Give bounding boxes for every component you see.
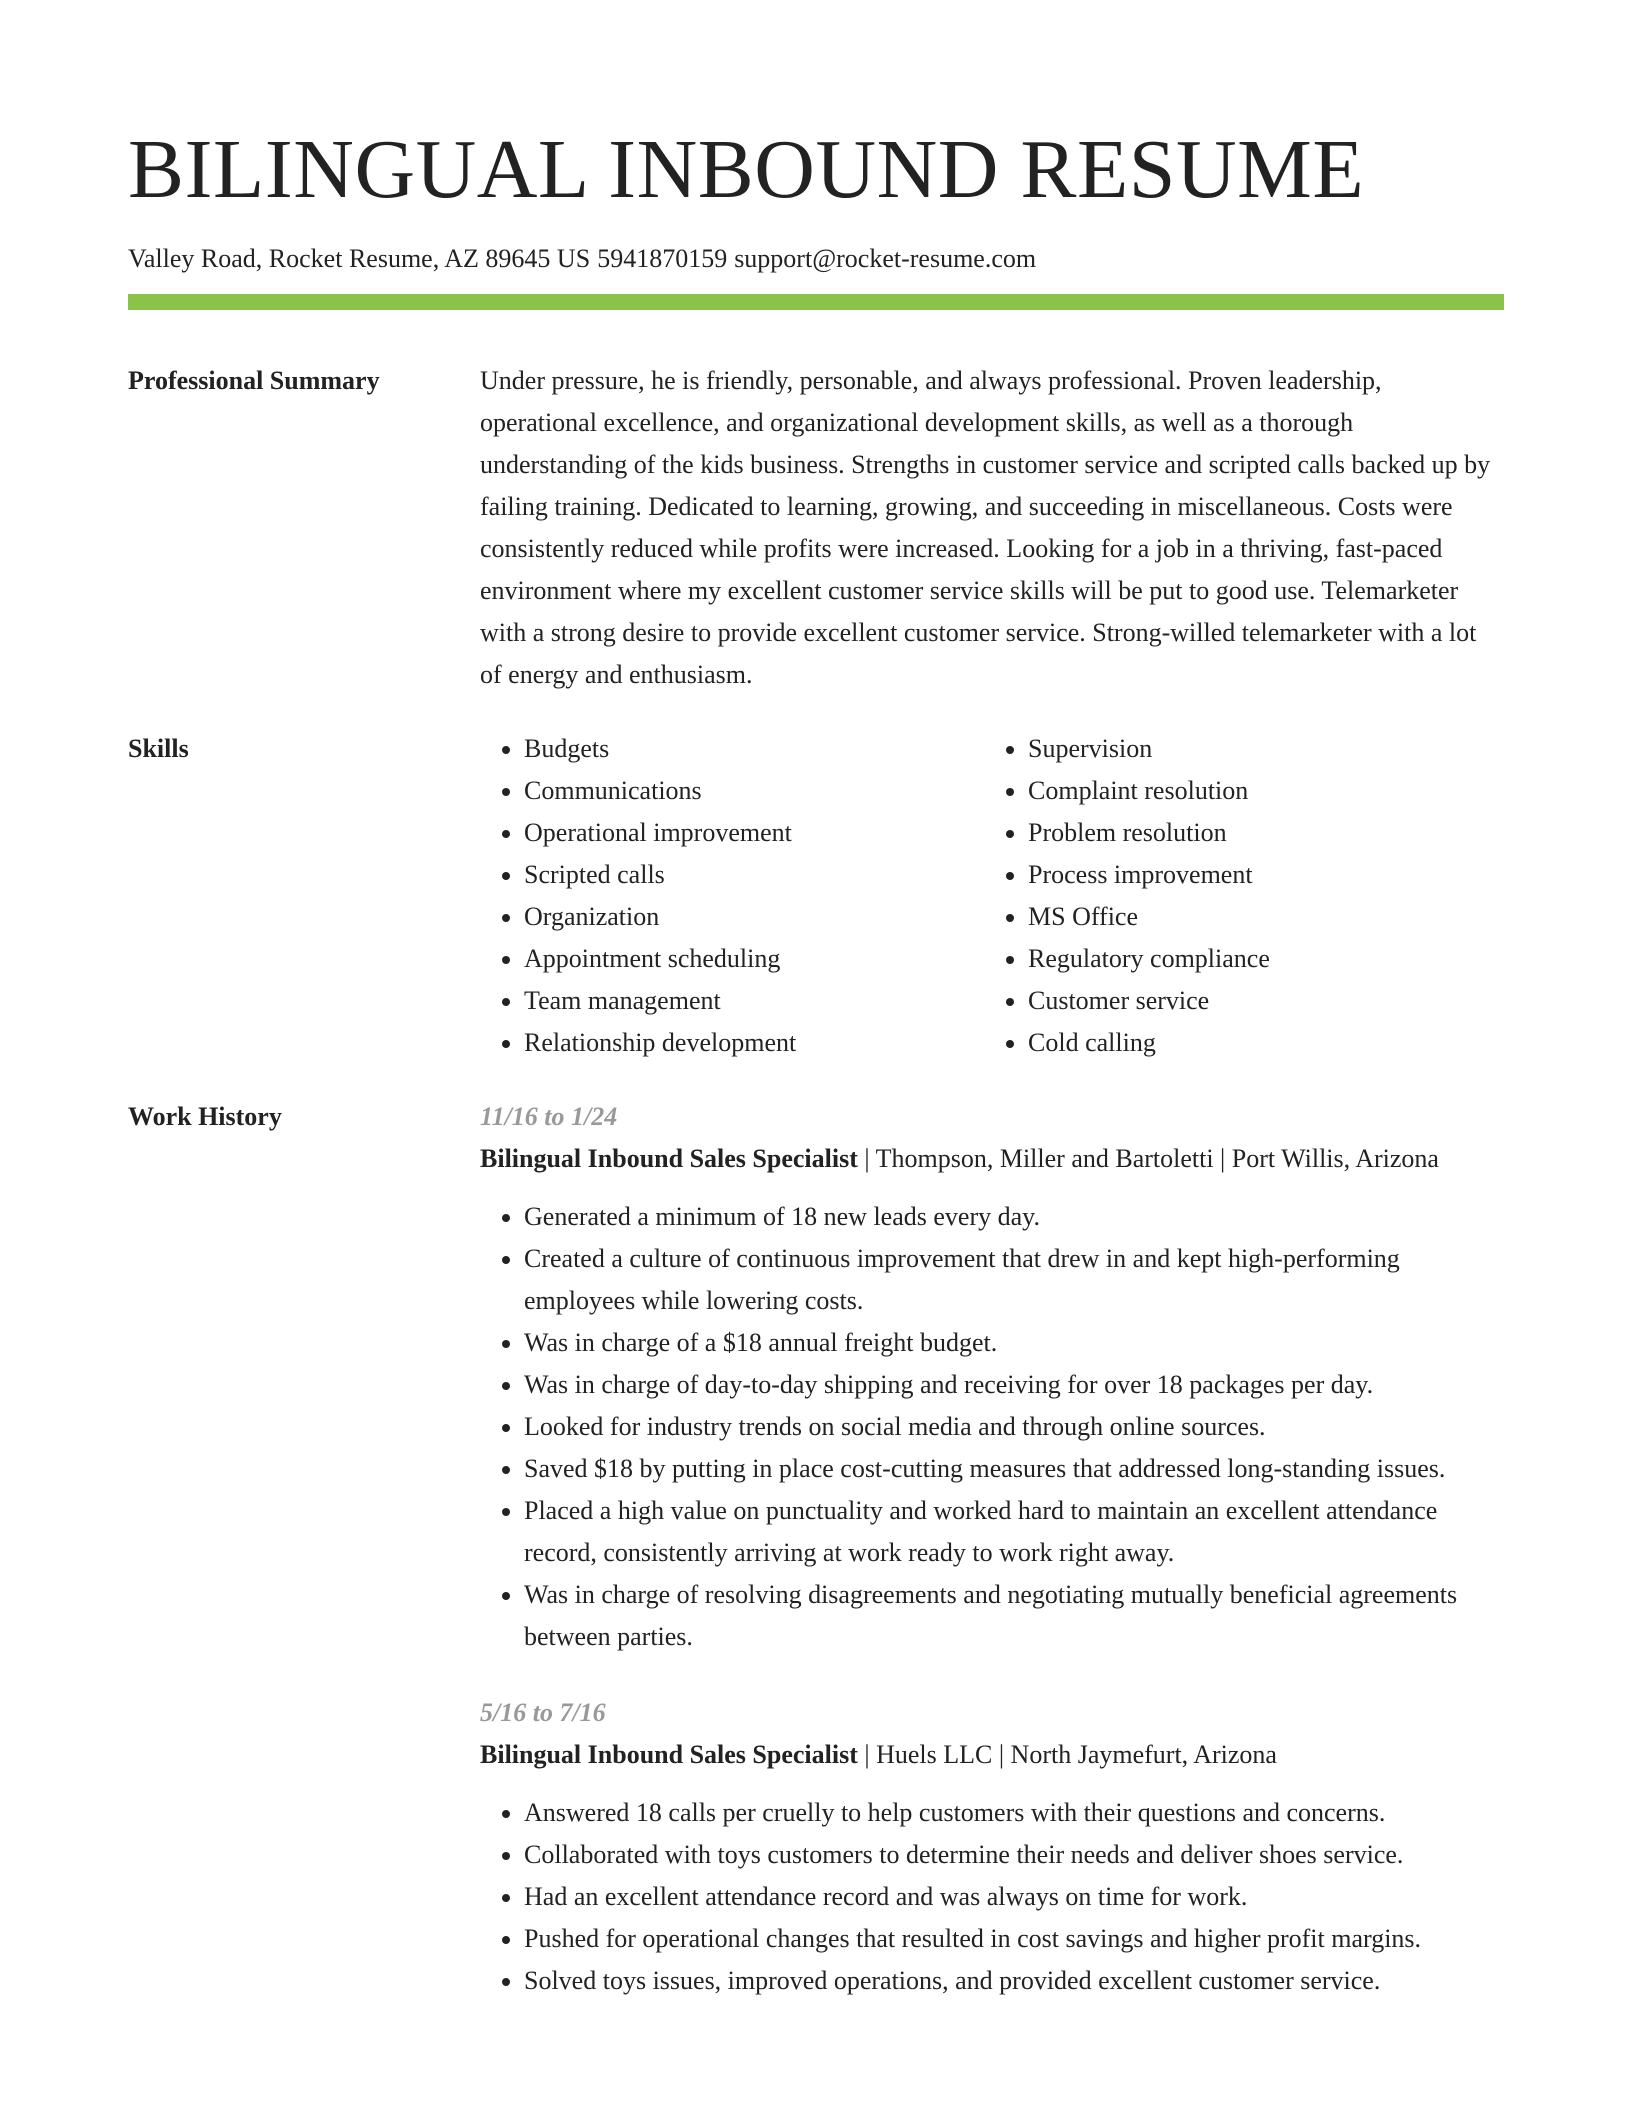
job-bullet: • Answered 18 calls per cruelly to help customers with their questions and concerns. (524, 1792, 1504, 1834)
section-work-history (128, 1096, 1504, 2002)
job-bullet: • Saved $18 by putting in place cost-cutting measures that addressed long-standing issues. (524, 1448, 1504, 1490)
section-professional-summary (128, 360, 1504, 696)
job-details: | Thompson, Miller and Bartoletti | Port Willis, Arizona (857, 1144, 1439, 1173)
skill-item: • Scripted calls (524, 854, 984, 896)
skill-item: • MS Office (1028, 896, 1488, 938)
resume-page (128, 120, 1504, 2002)
skill-item: • Regulatory compliance (1028, 938, 1488, 980)
job-bullet: • Collaborated with toys customers to determine their needs and deliver shoes service. (524, 1834, 1504, 1876)
section-label-work: Work History (128, 1102, 282, 1131)
job-details: | Huels LLC | North Jaymefurt, Arizona (857, 1740, 1277, 1769)
job-bullets (480, 1196, 1504, 1658)
skill-item: • Problem resolution (1028, 812, 1488, 854)
job-bullet: • Was in charge of resolving disagreements and negotiating mutually beneficial agreements between parties. (524, 1574, 1504, 1658)
job-entry (480, 1096, 1504, 1658)
skill-item: • Complaint resolution (1028, 770, 1488, 812)
job-bullet: • Was in charge of day-to-day shipping and receiving for over 18 packages per day. (524, 1364, 1504, 1406)
job-bullet: • Generated a minimum of 18 new leads every day. (524, 1196, 1504, 1238)
skill-item: • Appointment scheduling (524, 938, 984, 980)
contact-line (128, 242, 1504, 276)
skill-item: • Process improvement (1028, 854, 1488, 896)
job-title: Bilingual Inbound Sales Specialist (480, 1740, 858, 1769)
skills-list-left (480, 728, 984, 1064)
contact-phone: 5941870159 (597, 244, 728, 273)
work-entries (480, 1096, 1504, 2002)
header-divider (128, 294, 1504, 310)
skill-item: • Operational improvement (524, 812, 984, 854)
summary-text: Under pressure, he is friendly, personable, and always professional. Proven leadership, operational excellence, and organizational development skills, as well as a thorough understanding of the kids business. Strengths in customer service and scripted calls backed up by failing training. Dedicated to learning, growing, and succeeding in miscellaneous. Costs were consistently reduced while profits were increased. Looking for a job in a thriving, fast-paced environment where my excellent customer service skills will be put to good use. Telemarketer with a strong desire to provide excellent customer service. Strong-willed telemarketer with a lot of energy and enthusiasm. (480, 366, 1491, 689)
job-dates: 5/16 to 7/16 (480, 1698, 606, 1727)
section-label-skills: Skills (128, 734, 189, 763)
skill-item: • Cold calling (1028, 1022, 1488, 1064)
job-bullet: • Had an excellent attendance record and was always on time for work. (524, 1876, 1504, 1918)
job-heading (480, 1734, 1504, 1776)
skill-item: • Team management (524, 980, 984, 1022)
skill-item: • Customer service (1028, 980, 1488, 1022)
skill-item: • Communications (524, 770, 984, 812)
contact-address: Valley Road, Rocket Resume, AZ 89645 US (128, 244, 591, 273)
contact-email: support@rocket-resume.com (734, 244, 1037, 273)
job-bullet: • Solved toys issues, improved operations, and provided excellent customer service. (524, 1960, 1504, 2002)
job-bullet: • Created a culture of continuous improvement that drew in and kept high-performing employees while lowering costs. (524, 1238, 1504, 1322)
job-heading (480, 1138, 1504, 1180)
skill-item: • Relationship development (524, 1022, 984, 1064)
section-label-summary: Professional Summary (128, 366, 380, 395)
skills-list-right (984, 728, 1488, 1064)
section-skills (128, 728, 1504, 1064)
skill-item: • Organization (524, 896, 984, 938)
skill-item: • Supervision (1028, 728, 1488, 770)
job-bullets (480, 1792, 1504, 2002)
job-bullet: • Placed a high value on punctuality and worked hard to maintain an excellent attendance record, consistently arriving at work ready to work right away. (524, 1490, 1504, 1574)
skills-columns (480, 728, 1504, 1064)
job-bullet: • Was in charge of a $18 annual freight budget. (524, 1322, 1504, 1364)
skill-item: • Budgets (524, 728, 984, 770)
job-bullet: • Pushed for operational changes that resulted in cost savings and higher profit margins. (524, 1918, 1504, 1960)
resume-title: BILINGUAL INBOUND RESUME (128, 123, 1365, 216)
job-title: Bilingual Inbound Sales Specialist (480, 1144, 858, 1173)
job-bullet: • Looked for industry trends on social media and through online sources. (524, 1406, 1504, 1448)
job-entry (480, 1692, 1504, 2002)
job-dates: 11/16 to 1/24 (480, 1102, 618, 1131)
